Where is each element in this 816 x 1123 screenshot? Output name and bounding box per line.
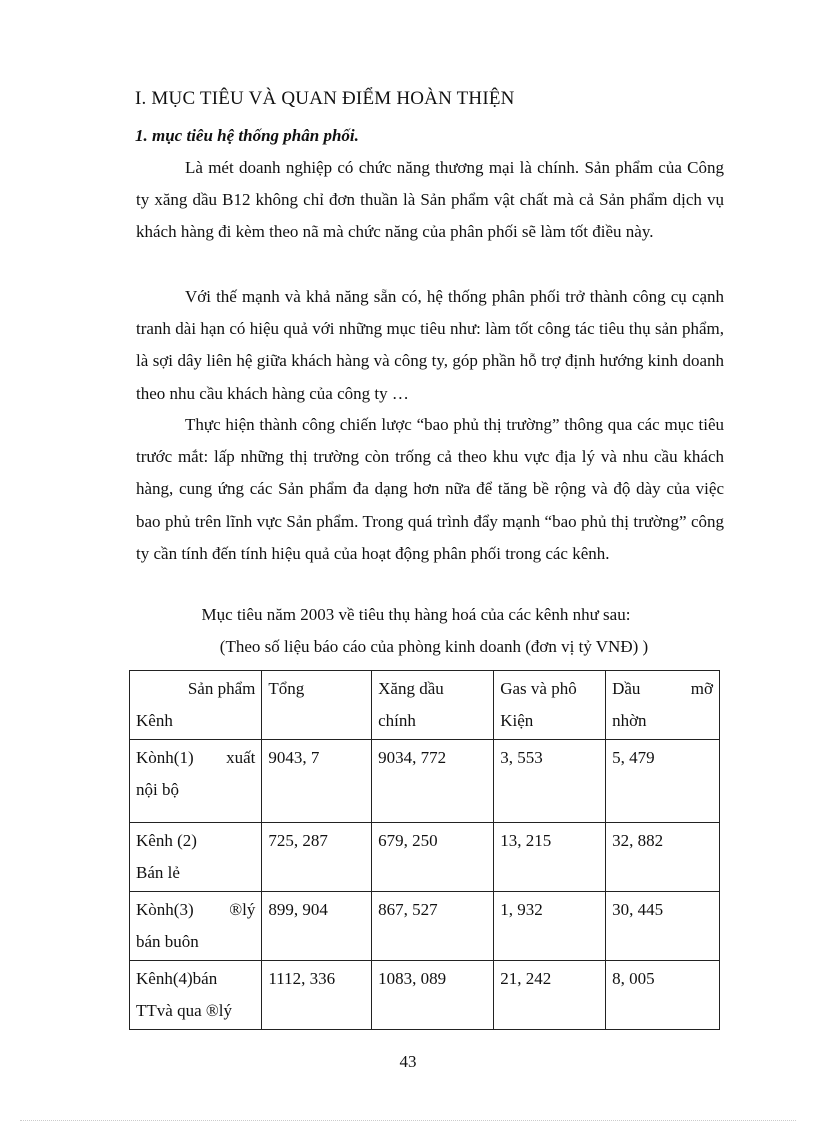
- page-number: 43: [399, 1052, 417, 1071]
- row-kenh-a: Kênh (2): [136, 831, 197, 850]
- header-dau-word2: mỡ: [690, 679, 713, 698]
- paragraph-1: Là mét doanh nghiệp có chức năng thương mại là chính. Sản phẩm của Công ty xăng dầu B12 không chỉ đơn thuần là Sản phẩm vật chất mà cả Sản phẩm dịch vụ khách hàng đi kèm theo nã mà chức năng của phân phối sẽ làm tốt điều này.: [136, 158, 724, 242]
- row-dau: 30, 445: [606, 892, 720, 961]
- row-kenh-line2: TTvà qua ®lý: [136, 1001, 232, 1020]
- row-kenh-b: ®lý: [229, 900, 256, 919]
- row-gas: 21, 242: [494, 961, 606, 1030]
- header-dau-mo: [606, 671, 720, 740]
- header-tong: Tổng: [262, 671, 372, 740]
- header-xang-dau: [372, 671, 494, 740]
- header-corner-cell: [130, 671, 262, 740]
- row-tong: 725, 287: [262, 823, 372, 892]
- page-bottom-divider: [20, 1120, 796, 1121]
- row-kenh-b: xuất: [226, 748, 256, 767]
- row-kenh-line1: [136, 742, 255, 774]
- row-dau: 5, 479: [606, 740, 720, 823]
- table-source-note: (Theo số liệu báo cáo của phòng kinh doanh (đơn vị tỷ VNĐ) ): [219, 637, 649, 656]
- section-heading: I. MỤC TIÊU VÀ QUAN ĐIỂM HOÀN THIỆN: [135, 88, 515, 109]
- row-kenh-line1: [136, 894, 255, 926]
- row-xang: 1083, 089: [372, 961, 494, 1030]
- header-gas-line2: Kiện: [500, 711, 534, 730]
- header-corner-top: Sản phẩm: [187, 679, 256, 698]
- paragraph-2: Với thế mạnh và khả năng sẵn có, hệ thống phân phối trở thành công cụ cạnh tranh dài hạn có hiệu quả với những mục tiêu như: làm tốt công tác tiêu thụ sản phẩm, là sợi dây liên hệ giữa khách hàng và công ty, góp phần hỗ trợ định hướng kinh doanh theo nhu cầu khách hàng của công ty …: [136, 287, 724, 403]
- row-dau: 32, 882: [606, 823, 720, 892]
- row-dau: 8, 005: [606, 961, 720, 1030]
- row-kenh-cell: [130, 892, 262, 961]
- row-kenh-line1: [136, 825, 255, 857]
- table-row: [130, 740, 720, 823]
- header-corner-bottom: Kênh: [136, 711, 173, 730]
- row-kenh-cell: [130, 961, 262, 1030]
- header-gas: [494, 671, 606, 740]
- header-dau-line1: [612, 673, 713, 705]
- paragraph-3: Thực hiện thành công chiến lược “bao phủ thị trường” thông qua các mục tiêu trước mắt: lấp những thị trường còn trống cả theo khu vực địa lý và nhu cầu khách hàng, cung ứng các Sản phẩm đa dạng hơn nữa để tăng bề rộng và độ dày của việc bao phủ trên lĩnh vực Sản phẩm. Trong quá trình đẩy mạnh “bao phủ thị trường” công ty cần tính đến tính hiệu quả của hoạt động phân phối trong các kênh.: [136, 415, 724, 563]
- row-kenh-line2: nội bộ: [136, 780, 179, 799]
- table-caption: Mục tiêu năm 2003 về tiêu thụ hàng hoá của các kênh như sau:: [201, 605, 631, 624]
- row-tong: 1112, 336: [262, 961, 372, 1030]
- row-kenh-cell: [130, 823, 262, 892]
- row-kenh-line1: [136, 963, 255, 995]
- row-xang: 867, 527: [372, 892, 494, 961]
- table-row: [130, 961, 720, 1030]
- header-xang-line2: chính: [378, 711, 416, 730]
- subsection-heading: 1. mục tiêu hệ thống phân phối.: [135, 126, 359, 145]
- row-gas: 1, 932: [494, 892, 606, 961]
- header-dau-line2: nhờn: [612, 711, 647, 730]
- row-gas: 13, 215: [494, 823, 606, 892]
- row-tong: 899, 904: [262, 892, 372, 961]
- row-xang: 9034, 772: [372, 740, 494, 823]
- header-dau-word1: Dầu: [612, 679, 641, 698]
- row-kenh-a: Kònh(1): [136, 748, 194, 767]
- header-gas-line1: Gas và phô: [500, 679, 577, 698]
- row-kenh-a: Kònh(3): [136, 900, 194, 919]
- row-kenh-cell: [130, 740, 262, 823]
- row-kenh-line2: Bán lẻ: [136, 863, 180, 882]
- table-row: [130, 892, 720, 961]
- row-kenh-line2: bán buôn: [136, 932, 199, 951]
- sales-target-table: [129, 670, 720, 1030]
- row-gas: 3, 553: [494, 740, 606, 823]
- row-kenh-a: Kênh(4)bán: [136, 969, 218, 988]
- row-tong: 9043, 7: [262, 740, 372, 823]
- row-xang: 679, 250: [372, 823, 494, 892]
- table-header-row: [130, 671, 720, 740]
- header-xang-line1: Xăng dầu: [378, 679, 444, 698]
- table-row: [130, 823, 720, 892]
